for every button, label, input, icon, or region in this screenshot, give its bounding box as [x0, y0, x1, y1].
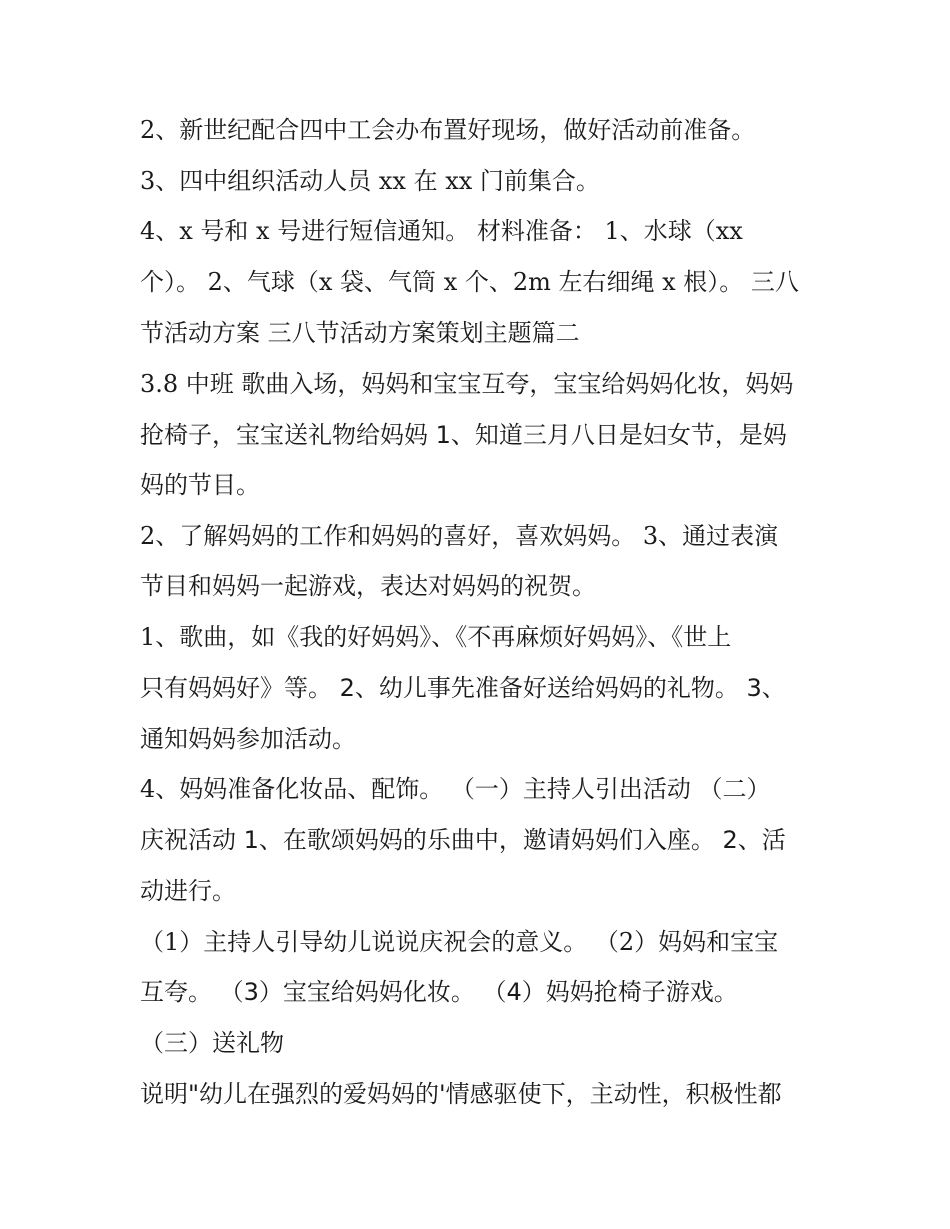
- text-line: 3.8 中班 歌曲入场，妈妈和宝宝互夸，宝宝给妈妈化妆，妈妈: [140, 370, 794, 398]
- text-line: （三）送礼物: [140, 1029, 284, 1057]
- text-line: （1）主持人引导幼儿说说庆祝会的意义。 （2）妈妈和宝宝: [140, 928, 779, 956]
- text-line: 节目和妈妈一起游戏，表达对妈妈的祝贺。: [140, 572, 596, 600]
- text-line: 4、x 号和 x 号进行短信通知。 材料准备： 1、水球（xx: [140, 217, 743, 245]
- text-line: 3、四中组织活动人员 xx 在 xx 门前集合。: [140, 167, 600, 195]
- text-line: 节活动方案 三八节活动方案策划主题篇二: [140, 319, 580, 347]
- text-line: 1、歌曲，如《我的好妈妈》、《不再麻烦好妈妈》、《世上: [140, 623, 732, 651]
- text-line: 互夸。 （3）宝宝给妈妈化妆。 （4）妈妈抢椅子游戏。: [140, 978, 738, 1006]
- text-line: 2、新世纪配合四中工会办布置好现场，做好活动前准备。: [140, 116, 756, 144]
- text-line: 说明"幼儿在强烈的爱妈妈的'情感驱使下，主动性，积极性都: [140, 1080, 782, 1108]
- text-line: 抢椅子，宝宝送礼物给妈妈 1、知道三月八日是妇女节，是妈: [140, 421, 787, 449]
- text-line: 4、妈妈准备化妆品、配饰。 （一）主持人引出活动 （二）: [140, 775, 771, 803]
- text-line: 动进行。: [140, 877, 236, 905]
- text-line: 妈的节目。: [140, 471, 260, 499]
- text-line: 个）。 2、气球（x 袋、气筒 x 个、2m 左右细绳 x 根）。 三八: [140, 268, 799, 296]
- text-line: 2、了解妈妈的工作和妈妈的喜好，喜欢妈妈。 3、通过表演: [140, 522, 779, 550]
- text-line: 庆祝活动 1、在歌颂妈妈的乐曲中，邀请妈妈们入座。 2、活: [140, 826, 786, 854]
- text-line: 通知妈妈参加活动。: [140, 725, 356, 753]
- text-line: 只有妈妈好》等。 2、幼儿事先准备好送给妈妈的礼物。 3、: [140, 674, 786, 702]
